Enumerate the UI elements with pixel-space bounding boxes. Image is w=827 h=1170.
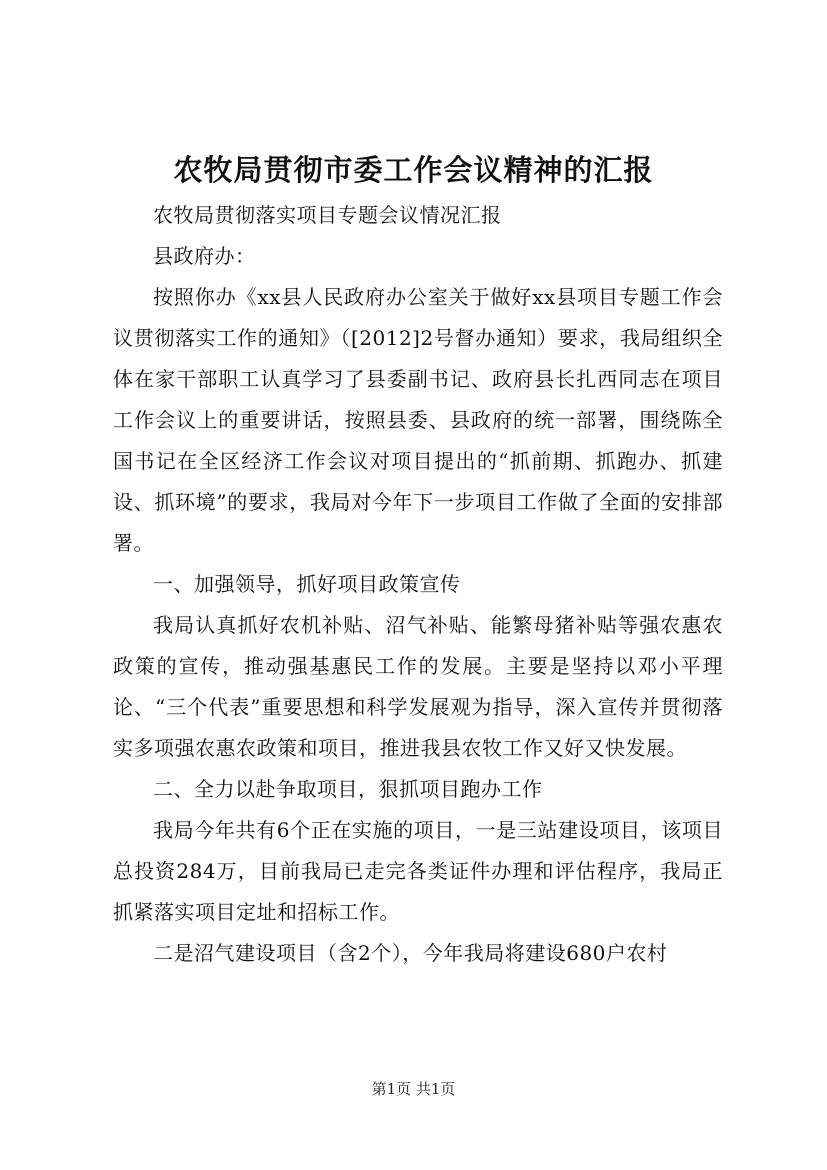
section-heading-1: 一、加强领导，抓好项目政策宣传 [153,572,461,596]
paragraph-section-2: 我局今年共有6个正在实施的项目，一是三站建设项目，该项目总投资284万，目前我局已走完各类证件办理和评估程序，我局正抓紧落实项目定址和招标工作。 [113,818,723,924]
document-body [113,195,723,974]
paragraph-intro: 按照你办《xx县人民政府办公室关于做好xx县项目专题工作会议贯彻落实工作的通知》（[2012]2号督办通知）要求，我局组织全体在家干部职工认真学习了县委副书记、政府县长扎西同志在项目工作会议上的重要讲话，按照县委、县政府的统一部署，围绕陈全国书记在全区经济工作会议对项目提出的“抓前期、抓跑办、抓建设、抓环境”的要求，我局对今年下一步项目工作做了全面的安排部署。 [113,285,723,555]
paragraph-salutation: 县政府办： [153,244,256,268]
paragraph-section-2-cont: 二是沼气建设项目（含2个），今年我局将建设680户农村 [153,941,668,965]
section-heading-2: 二、全力以赴争取项目，狠抓项目跑办工作 [153,777,543,801]
paragraph-section-1: 我局认真抓好农机补贴、沼气补贴、能繁母猪补贴等强农惠农政策的宣传，推动强基惠民工作的发展。主要是坚持以邓小平理论、“三个代表”重要思想和科学发展观为指导，深入宣传并贯彻落实多项强农惠农政策和项目，推进我县农牧工作又好又快发展。 [113,613,723,760]
page-footer: 第1页 共1页 [371,1080,456,1098]
paragraph-subtitle: 农牧局贯彻落实项目专题会议情况汇报 [153,203,502,227]
document-title: 农牧局贯彻市委工作会议精神的汇报 [173,153,654,187]
